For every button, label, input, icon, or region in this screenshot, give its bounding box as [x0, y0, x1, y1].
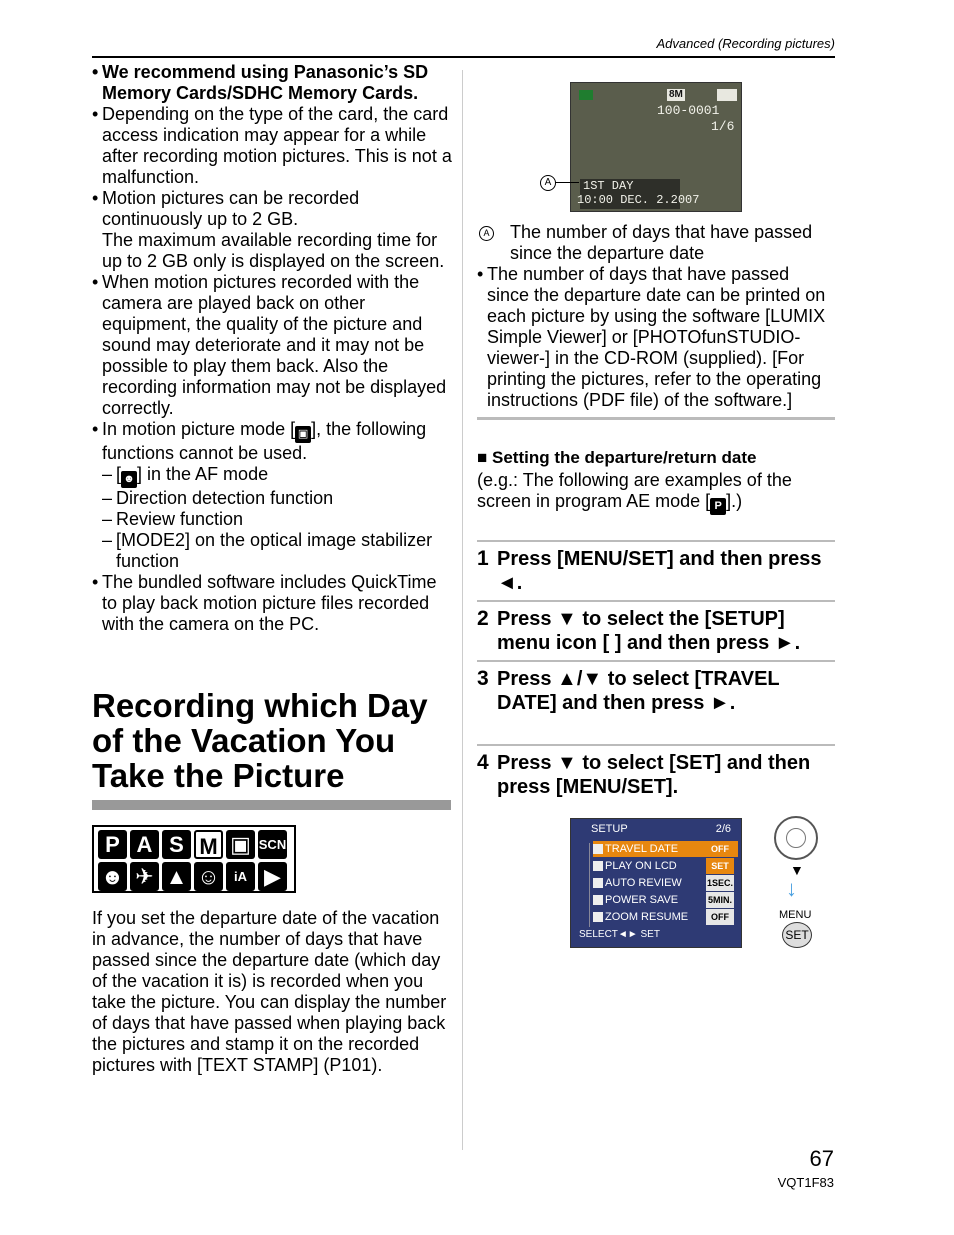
bullet-quicktime: • The bundled software includes QuickTime to play back motion picture files recorded with the camera on the PC. — [92, 572, 452, 635]
menu-label: MENU — [779, 909, 812, 921]
setup-row-travel-date: TRAVEL DATE OFF — [593, 841, 738, 857]
flow-arrow-icon: ↓ — [786, 876, 797, 901]
setup-row-zoom-resume: ZOOM RESUME OFF — [593, 909, 738, 925]
aperture-mode-icon: A — [130, 830, 159, 859]
step-3 — [477, 667, 835, 715]
program-mode-icon: P — [98, 830, 127, 859]
dash-stabilizer: – [MODE2] on the optical image stabilizer function — [92, 530, 452, 572]
bullet-recommend: • We recommend using Panasonic’s SD Memory Cards/SDHC Memory Cards. — [92, 62, 452, 104]
step-divider-4 — [477, 744, 835, 746]
setup-page: 2/6 — [715, 823, 731, 835]
motion-picture-icon: ▣ — [295, 426, 311, 443]
title-underline-bar — [92, 800, 451, 810]
modes-row-1 — [98, 830, 290, 859]
face-detection-icon: ☻ — [121, 471, 137, 488]
step-4-text: Press ▼ to select [SET] and then press [MENU/SET]. — [497, 752, 811, 798]
modes-row-2 — [98, 862, 290, 891]
cursor-buttons-diagram — [774, 816, 818, 860]
note-a-marker: A — [479, 226, 494, 241]
intro-paragraph: If you set the departure date of the vacation in advance, the number of days that have passed since the departure date (which day of the vacation it is) is recorded when you take the picture. You can display the number of days that have passed when playing back the pictures and stamp it on the recorded pictures with [TEXT STAMP] (P101). — [92, 908, 447, 1075]
zoom-resume-icon — [593, 912, 603, 922]
sports-mode-icon: ✈ — [130, 862, 159, 891]
bullet-motion-mode: • In motion picture mode [ ▣ ], the following functions cannot be used. — [92, 419, 452, 464]
play-on-lcd-icon — [593, 861, 603, 871]
folder-file-number: 100-0001 — [657, 103, 720, 118]
step-1-text: Press [MENU/SET] and then press ◄. — [497, 548, 822, 594]
picture-count: 1/6 — [711, 119, 735, 134]
page-number: 67 — [809, 1146, 834, 1171]
setup-footer: SELECT◄► SET — [579, 929, 660, 940]
manual-mode-icon: M — [194, 830, 223, 859]
header-rule — [92, 56, 835, 58]
intelligent-auto-mode-icon: iA — [226, 862, 255, 891]
center-button — [786, 828, 806, 848]
step-divider-3 — [477, 660, 835, 662]
note-printing-bullet: • The number of days that have passed since the departure date can be printed on each picture by using the software [LUMIX Simple Viewer] or [PHOTOfunSTUDIO-viewer-] in the CD-ROM (supplied). [For printing the pictures, refer to the operating instructions (PDF file) of the software.] — [477, 264, 835, 411]
left-column — [92, 62, 452, 635]
menu-set-button-diagram: SET — [782, 922, 812, 948]
step-2 — [477, 607, 835, 655]
bullet-playback: • When motion pictures recorded with the camera are played back on other equipment, the quality of the picture and sound may deteriorate and it may not be possible to play them back. Also the recording information may not be displayed correctly. — [92, 272, 452, 419]
setup-row-play-on-lcd: PLAY ON LCD SET — [593, 858, 738, 874]
dash-direction: – Direction detection function — [92, 488, 452, 509]
running-header: Advanced (Recording pictures) — [656, 36, 835, 51]
section-title: Recording which Day of the Vacation You Take the Picture — [92, 687, 428, 794]
note-a: A The number of days that have passed since the departure date — [477, 222, 835, 264]
column-divider — [462, 70, 463, 1150]
setup-row-auto-review: AUTO REVIEW 1SEC. — [593, 875, 738, 891]
callout-leader-line — [555, 182, 579, 183]
program-ae-icon: P — [710, 498, 726, 515]
step-4 — [477, 751, 835, 799]
shutter-mode-icon: S — [162, 830, 191, 859]
step-2-number: 2 — [477, 607, 489, 630]
dash-review: – Review function — [92, 509, 452, 530]
step-4-number: 4 — [477, 751, 489, 774]
bullet-2gb-continued: The maximum available recording time for up to 2 GB only is displayed on the screen. — [102, 230, 445, 271]
menu-tab-strip — [575, 843, 590, 927]
picture-size-badge: 8M — [669, 89, 683, 100]
applicable-modes-box — [92, 825, 296, 893]
step-1-number: 1 — [477, 547, 489, 570]
playback-indicator-icon — [579, 90, 593, 100]
step-1 — [477, 547, 835, 595]
down-press-icon: ▼ — [790, 862, 804, 878]
playback-screen-image — [570, 82, 742, 212]
playback-mode-icon: ▶ — [258, 862, 287, 891]
baby-mode-icon: ☺ — [194, 862, 223, 891]
departure-heading: ■ Setting the departure/return date — [477, 448, 757, 467]
travel-date-icon — [593, 844, 603, 854]
document-code: VQT1F83 — [777, 1175, 834, 1190]
scenery-mode-icon: ▲ — [162, 862, 191, 891]
power-save-icon — [593, 895, 603, 905]
dash-af-mode: – [ ☻ ] in the AF mode — [92, 464, 452, 488]
step-divider-1 — [477, 540, 835, 542]
setup-row-power-save: POWER SAVE 5MIN. — [593, 892, 738, 908]
step-2-text: Press ▼ to select the [SETUP] menu icon [ ] and then press ►. — [497, 608, 801, 654]
setup-title: SETUP — [591, 823, 628, 835]
callout-a-marker: A — [540, 175, 556, 191]
motion-picture-mode-icon: ▣ — [226, 830, 255, 859]
setup-menu-screen-image — [570, 818, 742, 948]
auto-review-icon — [593, 878, 603, 888]
notes-rule — [477, 417, 835, 420]
portrait-mode-icon: ☻ — [98, 862, 127, 891]
step-3-text: Press ▲/▼ to select [TRAVEL DATE] and then press ►. — [497, 668, 780, 714]
bullet-2gb: • Motion pictures can be recorded continuously up to 2 GB. — [92, 188, 452, 230]
right-notes — [477, 222, 835, 515]
example-note: (e.g.: The following are examples of the screen in program AE mode [ P ].) — [477, 470, 835, 515]
travel-day-display: 1ST DAY — [583, 179, 634, 193]
recording-datetime: 10:00 DEC. 2.2007 — [577, 193, 700, 207]
step-3-number: 3 — [477, 667, 489, 690]
scene-mode-icon: SCN — [258, 830, 287, 859]
step-divider-2 — [477, 600, 835, 602]
bullet-card-access: • Depending on the type of the card, the card access indication may appear for a while after recording motion pictures. This is not a malfunction. — [92, 104, 452, 188]
battery-icon — [717, 89, 737, 101]
